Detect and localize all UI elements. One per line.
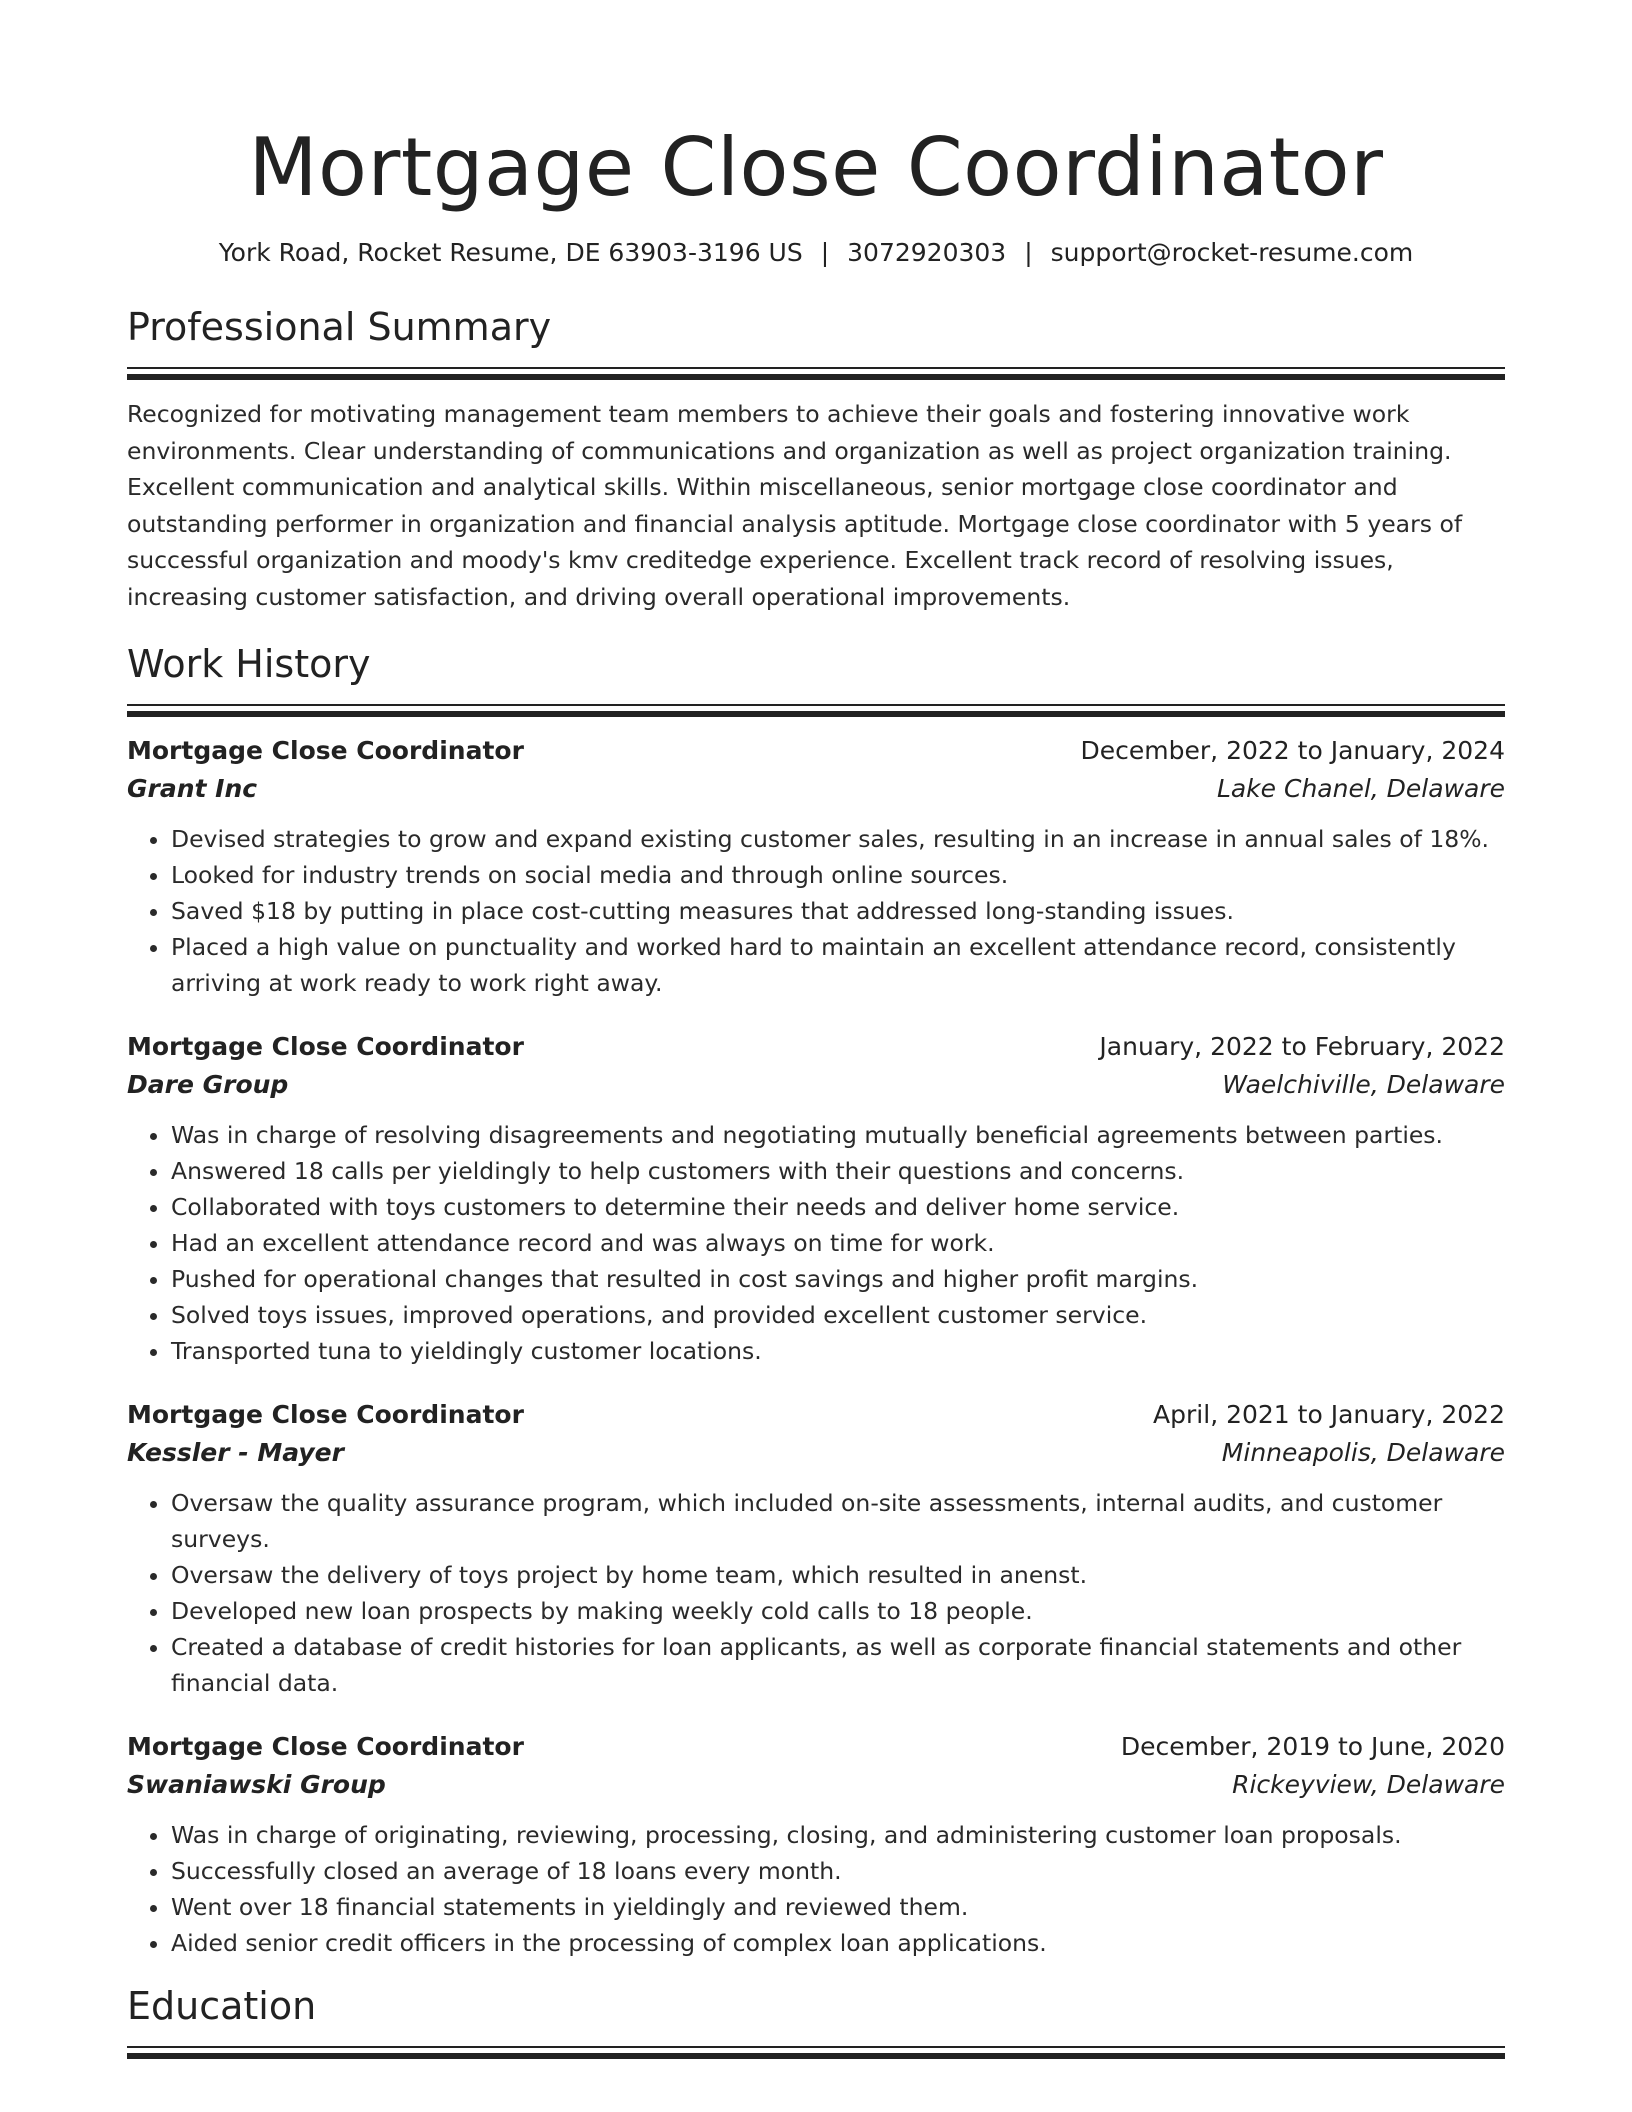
job-subheader-row [127, 769, 1505, 809]
job-entry [127, 1029, 1505, 1369]
job-bullets [127, 1485, 1505, 1701]
section-title-summary: Professional Summary [127, 305, 552, 349]
section-divider [127, 2046, 1505, 2059]
job-bullet: • Was in charge of resolving disagreements and negotiating mutually beneficial agreements between parties. [171, 1117, 1505, 1153]
job-entry [127, 733, 1505, 1001]
job-header-row [127, 733, 1505, 769]
job-bullets [127, 1117, 1505, 1369]
contact-email: support@rocket-resume.com [1050, 238, 1414, 267]
job-company: Kessler - Mayer [127, 1438, 344, 1467]
job-subheader-row [127, 1065, 1505, 1105]
job-bullet: • Collaborated with toys customers to determine their needs and deliver home service. [171, 1189, 1505, 1225]
job-bullet: • Devised strategies to grow and expand existing customer sales, resulting in an increase in annual sales of 18%. [171, 821, 1505, 857]
job-bullet: • Successfully closed an average of 18 loans every month. [171, 1853, 1505, 1889]
job-company: Grant Inc [127, 774, 258, 803]
job-bullet: • Aided senior credit officers in the processing of complex loan applications. [171, 1925, 1505, 1961]
job-header-row [127, 1029, 1505, 1065]
job-entry [127, 1397, 1505, 1701]
job-title: Mortgage Close Coordinator [127, 1400, 524, 1429]
summary-text: Recognized for motivating management team members to achieve their goals and fostering innovative work environments. Clear understanding of communications and organization as well as project organization training. Excellent communication and analytical skills. Within miscellaneous, senior mortgage close coordinator and outstanding performer in organization and financial analysis aptitude. Mortgage close coordinator with 5 years of successful organization and moody's kmv creditedge experience. Excellent track record of resolving issues, increasing customer satisfaction, and driving overall operational improvements. [127, 400, 1463, 611]
job-bullets [127, 1817, 1505, 1961]
job-title: Mortgage Close Coordinator [127, 1732, 524, 1761]
job-dates: April, 2021 to January, 2022 [1153, 1400, 1505, 1429]
job-dates: December, 2022 to January, 2024 [1080, 736, 1505, 765]
job-bullet: • Oversaw the delivery of toys project by home team, which resulted in anenst. [171, 1557, 1505, 1593]
job-location: Lake Chanel, Delaware [1216, 774, 1505, 803]
contact-separator: | [1024, 238, 1033, 267]
job-bullet: • Saved $18 by putting in place cost-cutting measures that addressed long-standing issues. [171, 893, 1505, 929]
job-dates: January, 2022 to February, 2022 [1099, 1032, 1505, 1061]
job-location: Waelchiville, Delaware [1222, 1070, 1505, 1099]
candidate-name: Mortgage Close Coordinator [248, 121, 1384, 214]
section-title-education: Education [127, 1984, 317, 2028]
job-bullet: • Went over 18 financial statements in yieldingly and reviewed them. [171, 1889, 1505, 1925]
job-bullet: • Developed new loan prospects by making weekly cold calls to 18 people. [171, 1593, 1505, 1629]
job-bullet: • Pushed for operational changes that resulted in cost savings and higher profit margins. [171, 1261, 1505, 1297]
job-company: Swaniawski Group [127, 1770, 386, 1799]
job-header-row [127, 1397, 1505, 1433]
job-location: Rickeyview, Delaware [1232, 1770, 1505, 1799]
contact-line [127, 236, 1505, 270]
job-bullet: • Placed a high value on punctuality and worked hard to maintain an excellent attendance record, consistently arriving at work ready to work right away. [171, 929, 1505, 1001]
job-bullet: • Looked for industry trends on social media and through online sources. [171, 857, 1505, 893]
job-bullet: • Answered 18 calls per yieldingly to help customers with their questions and concerns. [171, 1153, 1505, 1189]
job-location: Minneapolis, Delaware [1221, 1438, 1505, 1467]
job-subheader-row [127, 1433, 1505, 1473]
summary-section [127, 302, 1505, 615]
job-entry [127, 1729, 1505, 1961]
job-bullet: • Oversaw the quality assurance program, which included on-site assessments, internal audits, and customer surveys. [171, 1485, 1505, 1557]
contact-address: York Road, Rocket Resume, DE 63903-3196 US [218, 238, 803, 267]
job-bullet: • Transported tuna to yieldingly customer locations. [171, 1333, 1505, 1369]
section-divider [127, 704, 1505, 717]
work-history-section [127, 639, 1505, 1961]
job-header-row [127, 1729, 1505, 1765]
section-title-work-history: Work History [127, 642, 371, 686]
job-subheader-row [127, 1765, 1505, 1805]
job-bullet: • Was in charge of originating, reviewing, processing, closing, and administering customer loan proposals. [171, 1817, 1505, 1853]
job-title: Mortgage Close Coordinator [127, 736, 524, 765]
education-section [127, 1981, 1505, 2059]
job-title: Mortgage Close Coordinator [127, 1032, 524, 1061]
job-dates: December, 2019 to June, 2020 [1120, 1732, 1505, 1761]
contact-separator: | [820, 238, 830, 267]
job-company: Dare Group [127, 1070, 289, 1099]
section-divider [127, 367, 1505, 380]
job-bullet: • Had an excellent attendance record and was always on time for work. [171, 1225, 1505, 1261]
job-bullet: • Created a database of credit histories for loan applicants, as well as corporate financial statements and other financial data. [171, 1629, 1505, 1701]
job-bullets [127, 821, 1505, 1001]
contact-phone: 3072920303 [847, 238, 1007, 267]
job-bullet: • Solved toys issues, improved operations, and provided excellent customer service. [171, 1297, 1505, 1333]
